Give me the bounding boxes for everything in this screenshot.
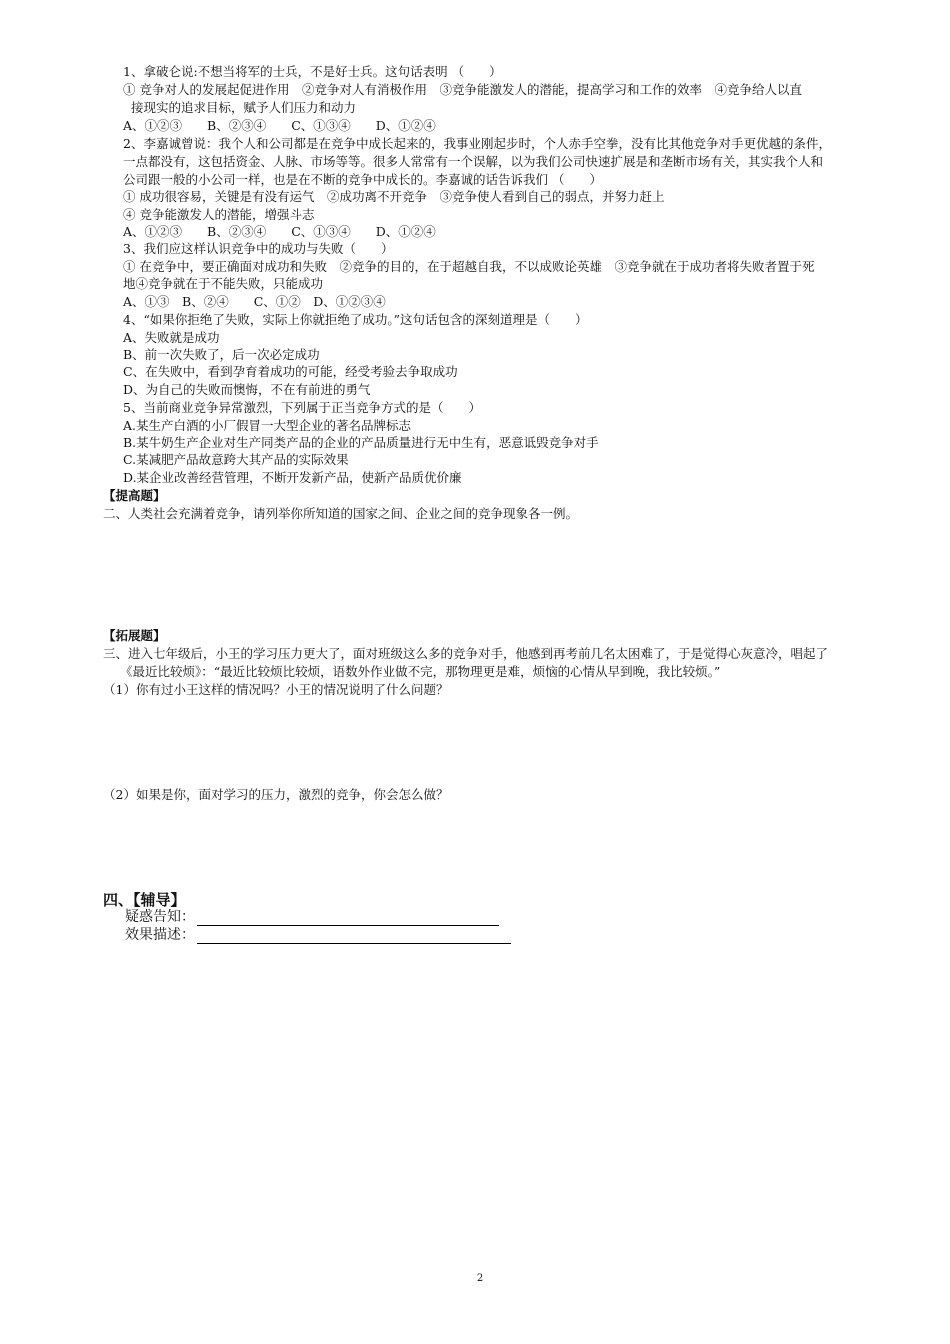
improve-question: 二、人类社会充满着竞争，请列举你所知道的国家之间、企业之间的竞争现象各一例。 — [103, 506, 579, 521]
q2-options-line-2: ④ 竞争能激发人的潜能，增强斗志 — [123, 207, 315, 222]
q1-options-line-1: ① 竞争对人的发展起促进作用 ②竞争对人有消极作用 ③竞争能激发人的潜能，提高学习和工作的效率 ④竞争给人以直 — [123, 82, 802, 97]
extend-subquestion-1: （1）你有过小王这样的情况吗？小王的情况说明了什么问题？ — [103, 682, 449, 697]
q4-option-a: A、失败就是成功 — [123, 330, 220, 345]
q5-option-a: A.某生产白酒的小厂假冒一大型企业的著名品牌标志 — [123, 418, 412, 433]
q4-stem: 4、“如果你拒绝了失败，实际上你就拒绝了成功。”这句话包含的深刻道理是（ ） — [123, 312, 588, 327]
extend-intro-line-2: 《最近比较烦》：“最近比较烦比较烦，语数外作业做不完，那物理更是难，烦恼的心情从早到晚，我比较烦。” — [120, 664, 721, 679]
q4-option-c: C、在失败中，看到孕育着成功的可能，经受考验去争取成功 — [123, 364, 458, 379]
extend-subquestion-2: （2）如果是你，面对学习的压力，激烈的竞争，你会怎么做？ — [103, 787, 449, 802]
q1-options-line-2: 接现实的追求目标，赋予人们压力和动力 — [131, 100, 357, 115]
page-number: 2 — [476, 1273, 484, 1284]
effect-label: 效果描述： — [125, 927, 195, 943]
q2-stem-line-2: 一点都没有，这包括资金、人脉、市场等等。很多人常常有一个误解，以为我们公司快速扩展是和垄断市场有关，其实我个人和 — [123, 154, 824, 169]
q5-option-b: B.某牛奶生产企业对生产同类产品的企业的产品质量进行无中生有，恶意诋毁竞争对手 — [123, 435, 599, 450]
effect-answer-blank[interactable] — [197, 929, 511, 944]
q4-option-b: B、前一次失败了，后一次必定成功 — [123, 347, 320, 362]
q5-option-c: C.某减肥产品故意跨大其产品的实际效果 — [123, 452, 349, 467]
doubt-answer-blank[interactable] — [197, 911, 499, 926]
effect-row — [125, 926, 511, 944]
extend-intro-line-1: 三、进入七年级后，小王的学习压力更大了，面对班级这么多的竞争对手，他感到再考前几名太困难了，于是觉得心灰意冷，唱起了 — [103, 646, 829, 661]
doubt-row — [125, 908, 499, 926]
extend-heading: 【拓展题】 — [103, 628, 166, 643]
q3-options-line-1: ① 在竞争中，要正确面对成功和失败 ②竞争的目的，在于超越自我，不以成败论英雄 ③竞争就在于成功者将失败者置于死 — [123, 259, 815, 274]
q3-choices: A、①③ B、②④ C、①② D、①②③④ — [123, 294, 386, 309]
q5-option-d: D.某企业改善经营管理，不断开发新产品，使新产品质优价廉 — [123, 470, 462, 485]
q3-options-line-2: 地④竞争就在于不能失败，只能成功 — [123, 276, 324, 291]
q1-stem: 1、拿破仑说:不想当将军的士兵，不是好士兵。这句话表明 （ ） — [123, 64, 502, 79]
q5-stem: 5、当前商业竞争异常激烈，下列属于正当竞争方式的是（ ） — [123, 400, 481, 415]
tutoring-heading: 四、【辅导】 — [103, 891, 186, 909]
q4-option-d: D、为自己的失败而懊悔，不在有前进的勇气 — [123, 382, 371, 397]
improve-heading: 【提高题】 — [103, 488, 166, 503]
q2-stem-line-1: 2、李嘉诚曾说：我个人和公司都是在竞争中成长起来的，我事业刚起步时，个人赤手空拳，没有比其他竞争对手更优越的条件， — [123, 136, 831, 151]
q3-stem: 3、我们应这样认识竞争中的成功与失败（ ） — [123, 241, 394, 256]
q1-choices: A、①②③ B、②③④ C、①③④ D、①②④ — [123, 118, 436, 133]
q2-options-line-1: ① 成功很容易，关键是有没有运气 ②成功离不开竞争 ③竞争使人看到自己的弱点，并努力赶上 — [123, 189, 665, 204]
doubt-label: 疑惑告知： — [125, 909, 195, 925]
q2-choices: A、①②③ B、②③④ C、①③④ D、①②④ — [123, 224, 436, 239]
q2-stem-line-3: 公司跟一般的小公司一样，也是在不断的竞争中成长的。李嘉诚的话告诉我们 （ ） — [123, 172, 602, 187]
